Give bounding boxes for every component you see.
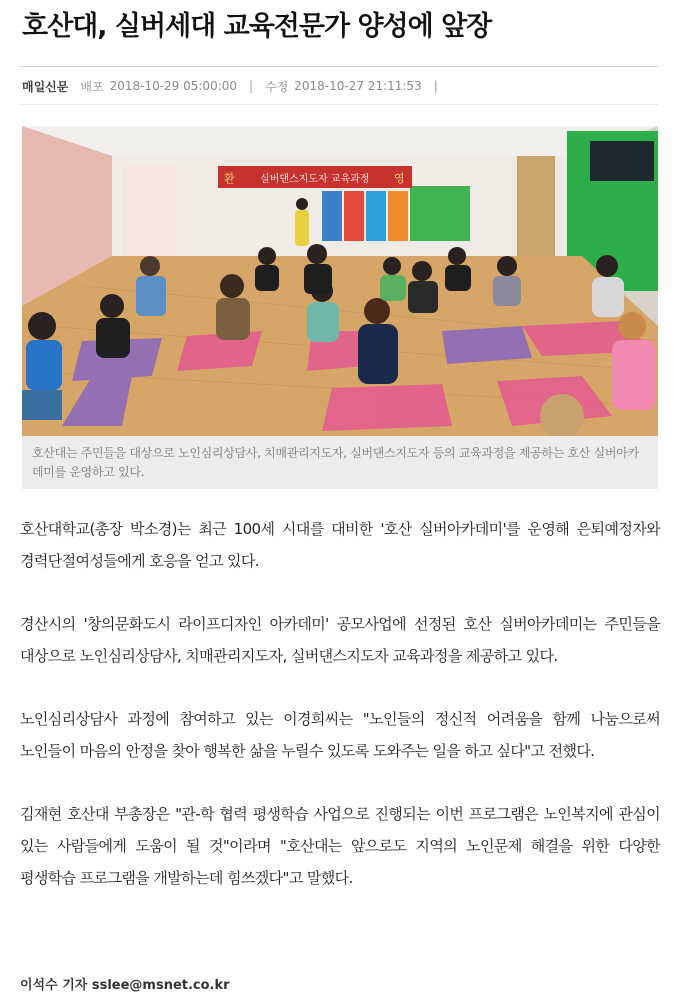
modified-label: 수정 [265, 79, 289, 94]
article-paragraph: 호산대학교(총장 박소경)는 최근 100세 시대를 대비한 '호산 실버아카데미'를 운영해 은퇴예정자와 경력단절여성들에게 호응을 얻고 있다. [20, 520, 660, 570]
article-photo-figure [22, 126, 658, 489]
article-paragraph: 노인심리상담사 과정에 참여하고 있는 이경희씨는 "노인들의 정신적 어려움을 함께 나눔으로써 노인들이 마음의 안정을 찾아 행복한 삶을 누릴수 있도록 도와주는 일을 하고 싶다"고 전했다. [20, 710, 660, 760]
article-photo[interactable] [22, 126, 658, 436]
article-paragraph: 김재현 호산대 부총장은 "관-학 협력 평생학습 사업으로 진행되는 이번 프로그램은 노인복지에 관심이 있는 사람들에게 도움이 될 것"이라며 "호산대는 앞으로도 지역의 노인문제 해결을 위한 다양한 평생학습 프로그램을 개발하는데 힘쓰겠다"고 말했다. [20, 805, 660, 887]
banner-left-text: 환 [224, 172, 235, 185]
banner-text: 실버댄스지도자 교육과정 [260, 174, 370, 185]
photo-caption: 호산대는 주민들을 대상으로 노인심리상담사, 치매관리지도자, 실버댄스지도자 등의 교육과정을 제공하는 호산 실버아카데미를 운영하고 있다. [32, 446, 639, 479]
article-headline: 호산대, 실버세대 교육전문가 양성에 앞장 [22, 11, 492, 42]
press-name[interactable]: 매일신문 [22, 79, 69, 94]
reporter-byline[interactable]: 이석수 기자 sslee@msnet.co.kr [20, 978, 230, 993]
modified-time: 2018-10-27 21:11:53 [294, 79, 422, 93]
article-meta [22, 77, 450, 95]
photo-illustration [22, 126, 658, 436]
banner-right-text: 영 [394, 172, 405, 185]
header-divider [20, 66, 658, 67]
meta-divider [20, 104, 658, 105]
article-paragraph: 경산시의 '창의문화도시 라이프디자인 아카데미' 공모사업에 선정된 호산 실버아카데미는 주민들을 대상으로 노인심리상담사, 치매관리지도자, 실버댄스지도자 교육과정을 제공하고 있다. [20, 615, 660, 665]
meta-separator: | [433, 79, 438, 93]
article-body [20, 513, 660, 925]
meta-separator: | [249, 79, 254, 93]
published-label: 배포 [80, 79, 104, 94]
published-time: 2018-10-29 05:00:00 [109, 79, 238, 93]
